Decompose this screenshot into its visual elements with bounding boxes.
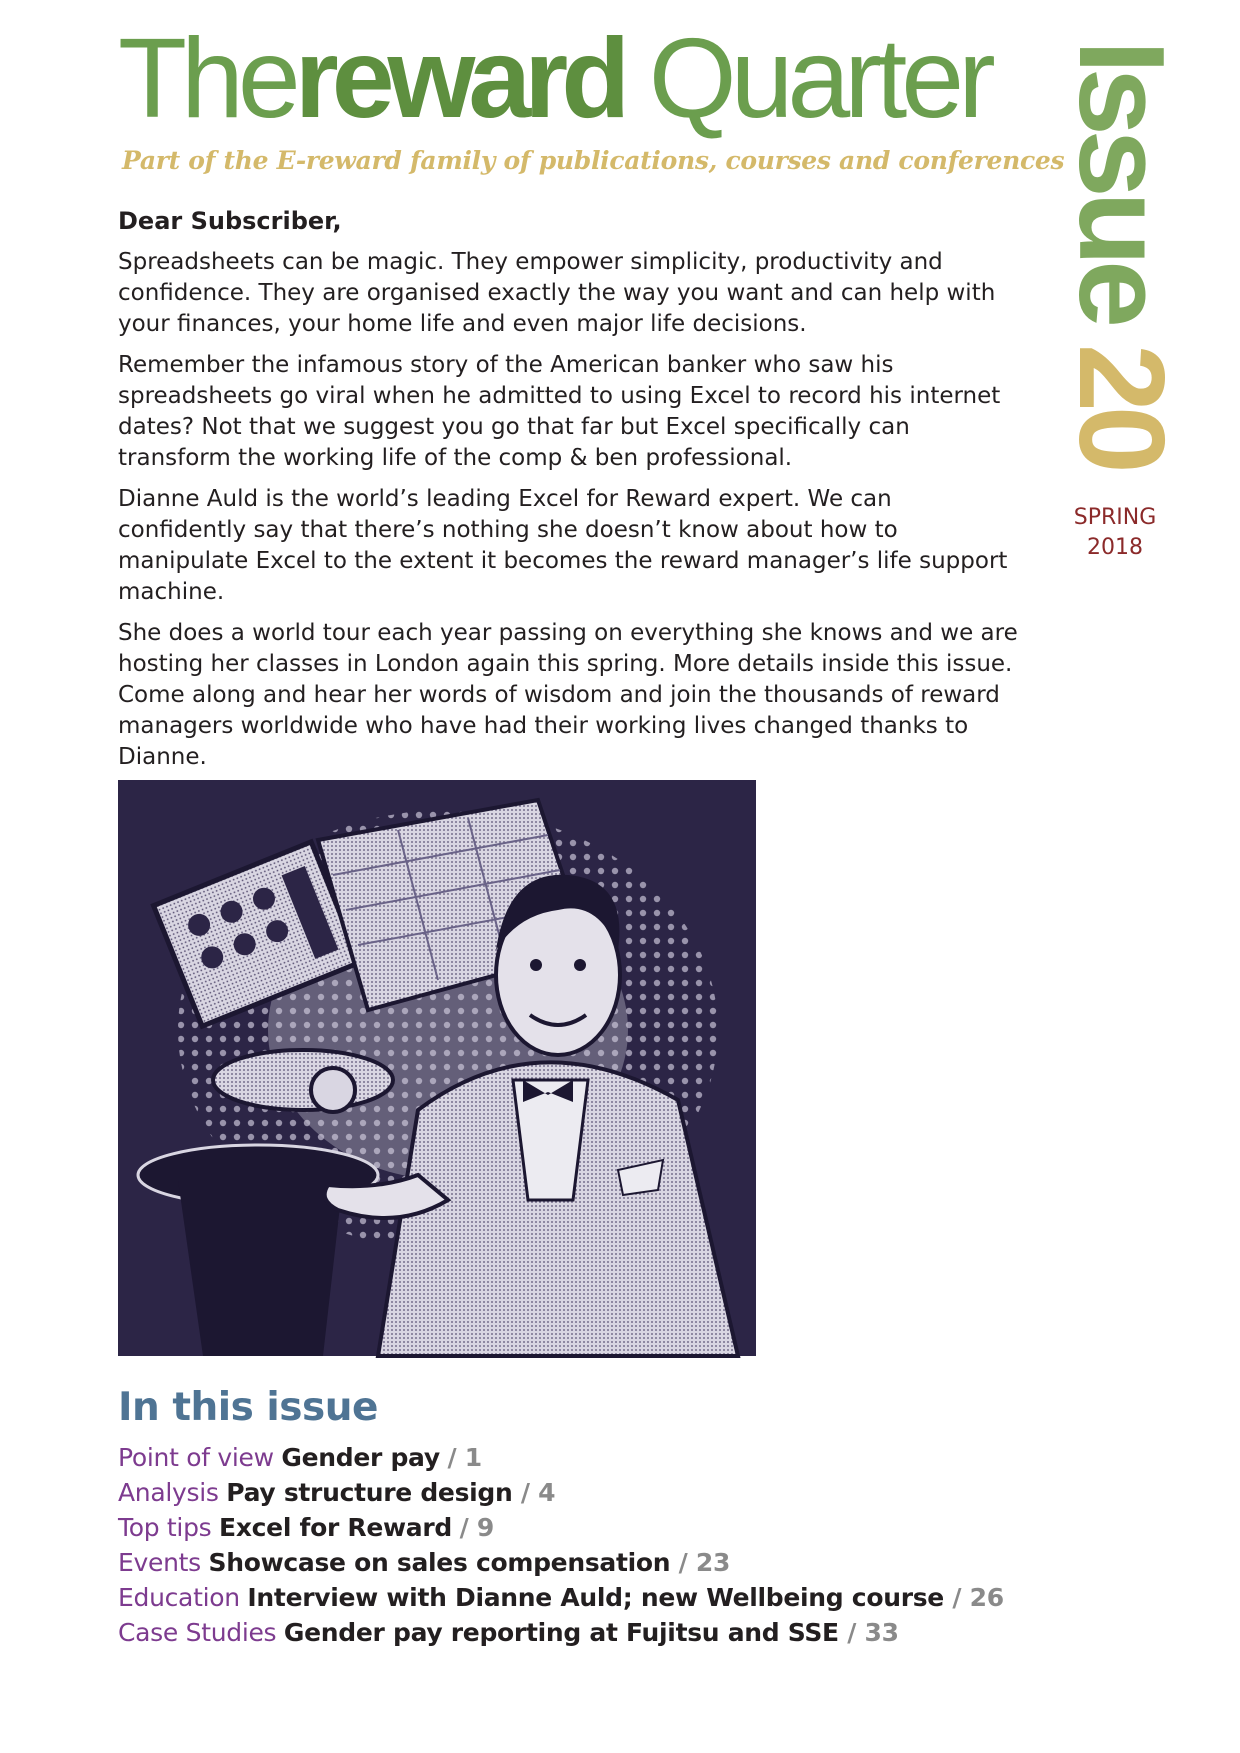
table-of-contents xyxy=(118,1385,1018,1650)
toc-page: / 4 xyxy=(512,1478,556,1507)
toc-page: / 23 xyxy=(670,1548,731,1577)
masthead-reward: reward xyxy=(294,15,624,141)
toc-desc: Gender pay xyxy=(281,1443,440,1472)
masthead-tagline: Part of the E-reward family of publications, courses and conferences xyxy=(122,146,1065,175)
toc-section: Analysis xyxy=(118,1478,219,1507)
toc-item[interactable] xyxy=(118,1545,1018,1580)
toc-item[interactable] xyxy=(118,1440,1018,1475)
toc-desc: Excel for Reward xyxy=(219,1513,452,1542)
letter-greeting: Dear Subscriber, xyxy=(118,207,342,235)
toc-desc: Showcase on sales compensation xyxy=(208,1548,671,1577)
svg-text:Issue20 xyxy=(1054,40,1190,469)
issue-word: Issue xyxy=(1054,40,1190,322)
letter-paragraph-1: Spreadsheets can be magic. They empower simplicity, productivity and confidence. They are organised exactly the way you want and can help with your finances, your home life and even major life decisions. xyxy=(118,249,996,337)
toc-page: / 9 xyxy=(459,1513,494,1542)
toc-section: Top tips xyxy=(118,1513,212,1542)
issue-season-year: 2018 xyxy=(1087,535,1143,560)
toc-section: Point of view xyxy=(118,1443,274,1472)
toc-section: Education xyxy=(118,1583,240,1612)
letter-paragraph-4: She does a world tour each year passing on everything she knows and we are hosting her classes in London again this spring. More details inside this issue. Come along and hear her words of wisdom and join the thousands of reward managers worldwide who have had their working lives changed thanks to Dianne. xyxy=(118,620,1018,770)
editor-letter xyxy=(118,206,1018,844)
issue-season xyxy=(1060,503,1170,563)
toc-desc: Interview with Dianne Auld; new Wellbeing course xyxy=(247,1583,944,1612)
toc-desc: Pay structure design xyxy=(226,1478,513,1507)
contents-title: In this issue xyxy=(118,1385,378,1430)
toc-page: / 26 xyxy=(943,1583,1004,1612)
toc-item[interactable] xyxy=(118,1580,1018,1615)
masthead-title xyxy=(118,15,1018,141)
issue-label-vertical xyxy=(1050,40,1190,490)
toc-item[interactable] xyxy=(118,1510,1018,1545)
masthead-the: The xyxy=(118,15,295,141)
toc-item[interactable] xyxy=(118,1615,1018,1650)
toc-page: / 1 xyxy=(447,1443,482,1472)
toc-section: Case Studies xyxy=(118,1618,277,1647)
toc-item[interactable] xyxy=(118,1475,1018,1510)
toc-section: Events xyxy=(118,1548,201,1577)
letter-paragraph-2: Remember the infamous story of the American banker who saw his spreadsheets go viral when he admitted to using Excel to record his internet dates? Not that we suggest you go that far but Excel specifically can transform the working life of the comp & ben professional. xyxy=(118,352,1001,471)
issue-season-name: SPRING xyxy=(1073,505,1157,530)
magician-illustration xyxy=(118,780,756,1356)
masthead-quarter: Quarter xyxy=(648,15,990,141)
toc-page: / 33 xyxy=(838,1618,899,1647)
toc-desc: Gender pay reporting at Fujitsu and SSE xyxy=(283,1618,839,1647)
letter-paragraph-3: Dianne Auld is the world’s leading Excel for Reward expert. We can confidently say that there’s nothing she doesn’t know about how to manipulate Excel to the extent it becomes the reward manager’s life support machine. xyxy=(118,486,1008,605)
issue-number: 20 xyxy=(1054,343,1190,468)
